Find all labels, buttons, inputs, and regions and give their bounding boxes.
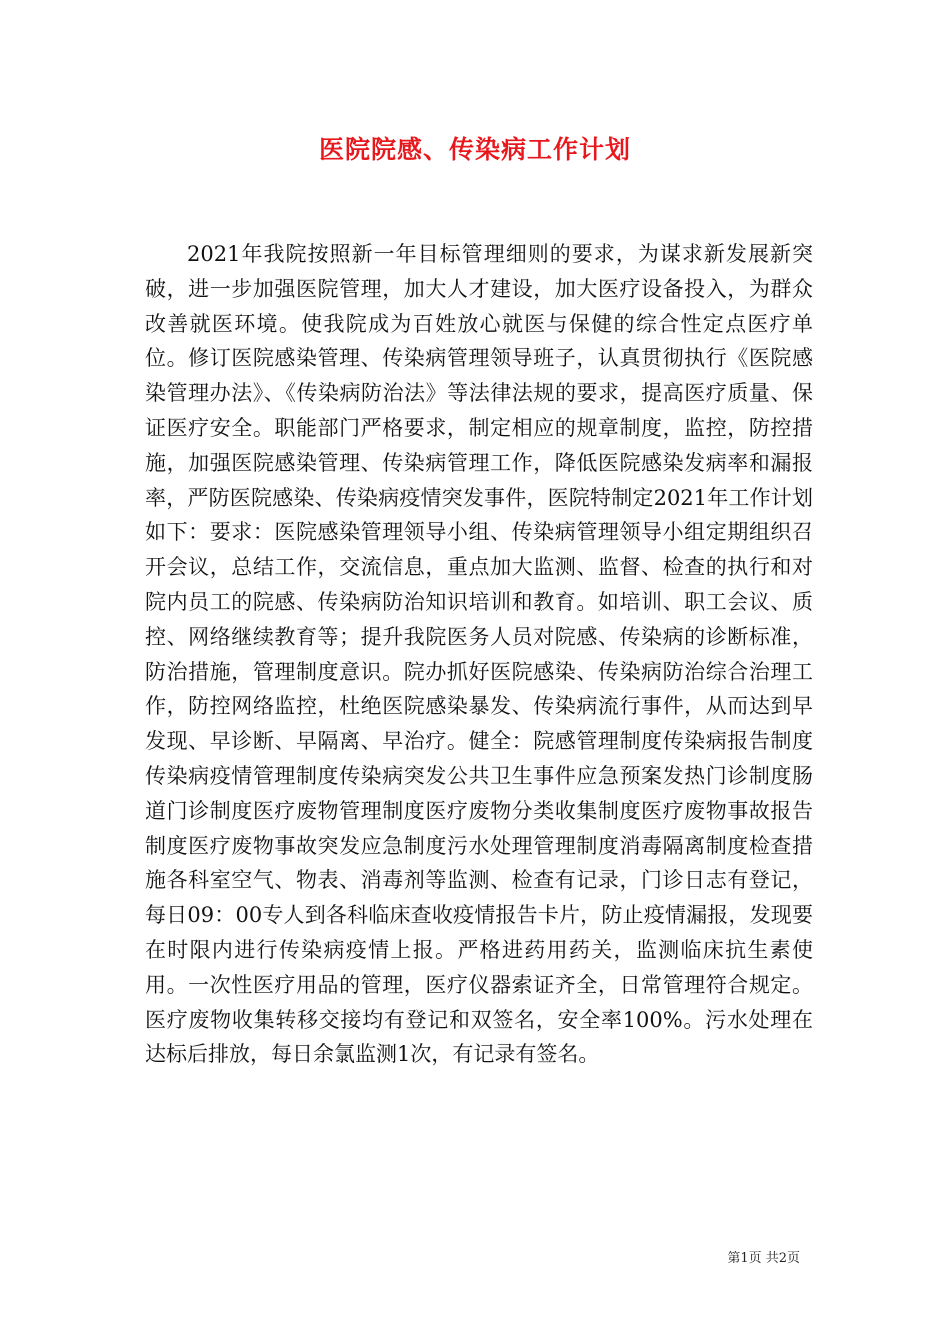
document-title: 医院院感、传染病工作计划 — [318, 135, 631, 164]
page-number: 第1页 共2页 — [727, 1251, 800, 1266]
document-body: 2021年我院按照新一年目标管理细则的要求，为谋求新发展新突破，进一步加强医院管理，加大人才建设，加大医疗设备投入，为群众改善就医环境。使我院成为百姓放心就医与保健的综合性定点医疗单位。修订医院感染管理、传染病管理领导班子，认真贯彻执行《医院感染管理办法》、《传染病防治法》等法律法规的要求，提高医疗质量、保证医疗安全。职能部门严格要求，制定相应的规章制度，监控，防控措施，加强医院感染管理、传染病管理工作，降低医院感染发病率和漏报率，严防医院感染、传染病疫情突发事件，医院特制定2021年工作计划如下：要求：医院感染管理领导小组、传染病管理领导小组定期组织召开会议，总结工作，交流信息，重点加大监测、监督、检查的执行和对院内员工的院感、传染病防治知识培训和教育。如培训、职工会议、质控、网络继续教育等；提升我院医务人员对院感、传染病的诊断标准，防治措施，管理制度意识。院办抓好医院感染、传染病防治综合治理工作，防控网络监控，杜绝医院感染暴发、传染病流行事件，从而达到早发现、早诊断、早隔离、早治疗。健全：院感管理制度传染病报告制度传染病疫情管理制度传染病突发公共卫生事件应急预案发热门诊制度肠道门诊制度医疗废物管理制度医疗废物分类收集制度医疗废物事故报告制度医疗废物事故突发应急制度污水处理管理制度消毒隔离制度检查措施各科室空气、物表、消毒剂等监测、检查有记录，门诊日志有登记，每日09：00专人到各科临床查收疫情报告卡片，防止疫情漏报，发现要在时限内进行传染病疫情上报。严格进药用药关，监测临床抗生素使用。一次性医疗用品的管理，医疗仪器索证齐全，日常管理符合规定。医疗废物收集转移交接均有登记和双签名，安全率100%。污水处理在达标后排放，每日余氯监测1次，有记录有签名。 — [145, 242, 813, 1067]
